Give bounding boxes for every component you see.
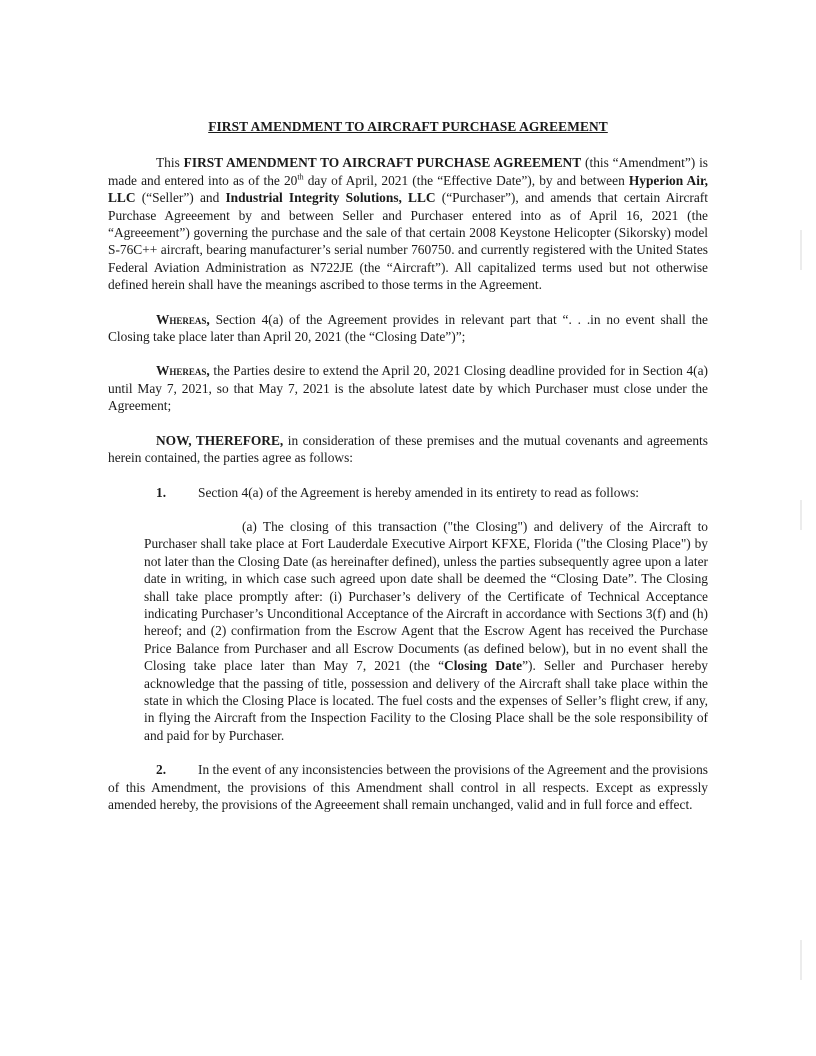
section-4a-block — [144, 518, 708, 744]
now-therefore-text: in consideration of these premises and the mutual covenants and agreements herein contained, the parties agree as follows: — [108, 432, 708, 466]
intro-purchaser-name: Industrial Integrity Solutions, LLC — [225, 190, 436, 206]
section-4a-text-1: (a) The closing of this transaction ("the Closing") and delivery of the Aircraft to Purchaser shall take place at Fort Lauderdale Executive Airport KFXE, Florida ("the Closing Place") by not later than the Closing Date (as hereinafter defined), unless the parties subsequently agree upon a later date in writing, in which case such agreed upon date shall be deemed the “Closing Date”. The Closing shall take place promptly after: (i) Purchaser’s delivery of the Certificate of Technical Acceptance indicating Purchaser’s Unconditional Acceptance of the Aircraft in accordance with Sections 3(f) and (h) hereof; and (2) confirmation from the Escrow Agent that the Escrow Agent has received the Purchase Price Balance from Purchaser and all Escrow Documents (as defined below), but in no event shall the Closing take place later than May 7, 2021 (the “ — [144, 518, 708, 674]
item-1-text: Section 4(a) of the Agreement is hereby amended in its entirety to read as follows: — [198, 484, 640, 500]
whereas-lead-2: Whereas, — [156, 363, 210, 379]
whereas-paragraph-2 — [108, 362, 708, 414]
item-2-text: In the event of any inconsistencies between the provisions of the Agreement and the provisions of this Amendment, the provisions of this Amendment shall control in all respects. Except as expressly amended hereby, the provisions of the Agreeement shall remain unchanged, valid and in full force and effect. — [108, 762, 708, 812]
whereas-lead-1: Whereas, — [156, 311, 210, 327]
intro-text-3: day of April, 2021 (the “Effective Date”), by and between — [303, 172, 629, 188]
now-therefore-paragraph — [108, 432, 708, 467]
scan-edge-mark — [800, 230, 802, 270]
whereas-text-1: Section 4(a) of the Agreement provides in relevant part that “. . .in no event shall the Closing take place later than April 20, 2021 (the “Closing Date”)”; — [108, 311, 708, 345]
section-4a-text-2: ”). Seller and Purchaser hereby acknowledge that the passing of title, possession and delivery of the Aircraft shall take place within the state in which the Closing Place is located. The fuel costs and the expenses of Seller’s flight crew, if any, in flying the Aircraft from the Inspection Facility to the Closing Place shall be the sole responsibility of and paid for by Purchaser. — [144, 658, 708, 743]
item-1 — [156, 484, 708, 501]
intro-text-5: (“Purchaser”), and amends that certain Aircraft Purchase Agreeement by and between Seller and Purchaser entered into as of April 16, 2021 (the “Agreeement”) governing the purchase and the sale of that certain 2008 Keystone Helicopter (Sikorsky) model S-76C++ aircraft, bearing manufacturer’s serial number 760750. and currently registered with the United States Federal Aviation Administration as N722JE (the “Aircraft”). All capitalized terms used but not otherwise defined herein shall have the meanings ascribed to those terms in the Agreement. — [108, 190, 708, 293]
now-therefore-lead: NOW, THEREFORE, — [156, 432, 284, 448]
scan-edge-mark — [800, 940, 802, 980]
document-title: FIRST AMENDMENT TO AIRCRAFT PURCHASE AGREEMENT — [208, 119, 608, 134]
whereas-paragraph-1 — [108, 311, 708, 346]
intro-seller-name: Hyperion Air, LLC — [108, 172, 709, 206]
section-4a-closing-date: Closing Date — [444, 658, 523, 674]
intro-text-2: (this “Amendment”) is made and entered into as of the 20 — [108, 155, 709, 188]
whereas-text-2: the Parties desire to extend the April 20, 2021 Closing deadline provided for in Section 4(a) until May 7, 2021, so that May 7, 2021 is the absolute latest date by which Purchaser must close under the Agreement; — [108, 363, 708, 414]
scan-edge-mark — [800, 500, 802, 530]
item-2 — [108, 761, 708, 813]
intro-text-4: (“Seller”) and — [135, 190, 226, 206]
intro-superscript: th — [297, 172, 304, 182]
intro-text-1: This — [156, 155, 184, 171]
intro-bold-title: FIRST AMENDMENT TO AIRCRAFT PURCHASE AGREEMENT — [183, 155, 582, 171]
item-2-number: 2. — [156, 762, 167, 778]
item-1-number: 1. — [156, 484, 167, 500]
intro-paragraph — [108, 154, 708, 293]
